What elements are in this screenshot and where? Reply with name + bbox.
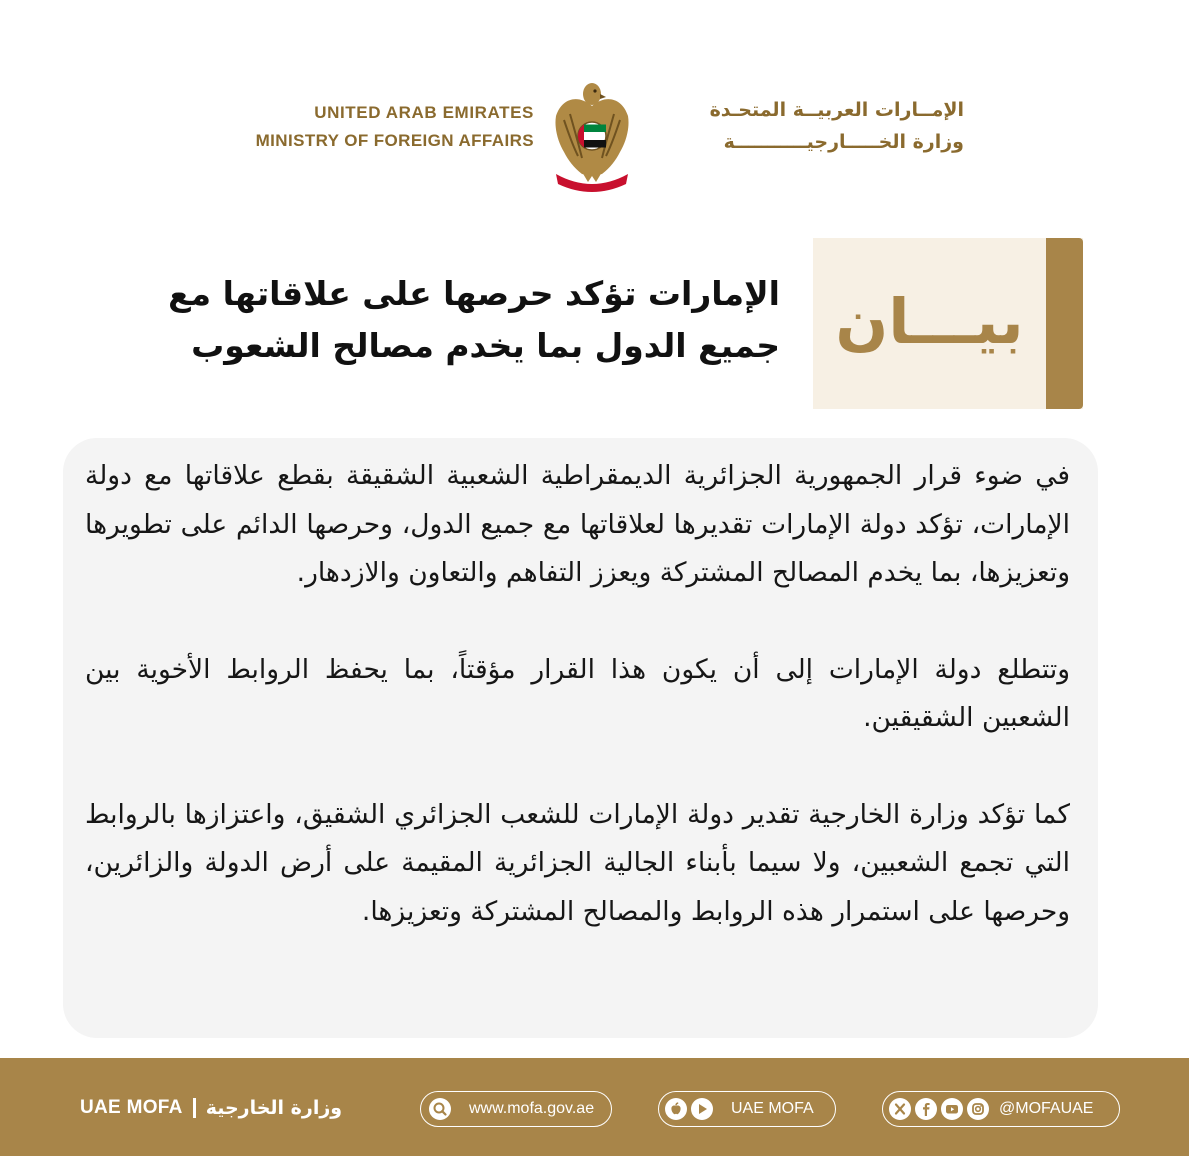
header-country-en: UNITED ARAB EMIRATES [314,103,534,122]
social-links[interactable] [882,1091,1120,1127]
facebook-icon[interactable] [915,1098,937,1120]
app-label: UAE MOFA [731,1100,814,1117]
apple-icon [665,1098,687,1120]
header-arabic [664,96,964,156]
footer-brand-ar: وزارة الخارجية [205,1097,343,1119]
headline-line-2: جميع الدول بما يخدم مصالح الشعوب [191,326,780,365]
google-play-icon [691,1098,713,1120]
body-paragraph-1: في ضوء قرار الجمهورية الجزائرية الديمقراطية الشعبية الشقيقة بقطع علاقاتها مع دولة الإمارات، تؤكد دولة الإمارات تقديرها لعلاقاتها مع جميع الدول، وحرصها الدائم على تطويرها وتعزيزها، بما يخدم المصالح المشتركة ويعزز التفاهم والتعاون والازدهار. [85,460,1070,588]
app-store-link[interactable] [658,1091,836,1127]
statement-body [85,452,1070,936]
social-handle: @MOFAUAE [999,1100,1094,1117]
instagram-icon[interactable] [967,1098,989,1120]
page-title [90,268,780,372]
footer-brand-en: UAE MOFA [80,1097,183,1118]
statement-label: بيـــان [835,285,1024,358]
search-icon [429,1098,451,1120]
youtube-icon[interactable] [941,1098,963,1120]
header-ministry-en: MINISTRY OF FOREIGN AFFAIRS [255,131,534,150]
footer-brand [80,1093,342,1123]
x-icon[interactable] [889,1098,911,1120]
headline-line-1: الإمارات تؤكد حرصها على علاقاتها مع [168,274,780,313]
footer-brand-divider [193,1098,196,1118]
body-paragraph-3: كما تؤكد وزارة الخارجية تقدير دولة الإمارات للشعب الجزائري الشقيق، واعتزازها بالروابط التي تجمع الشعبين، ولا سيما بأبناء الجالية الجزائرية المقيمة على أرض الدولة والزائرين، وحرصها على استمرار هذه الروابط والمصالح المشتركة وتعزيزها. [85,798,1070,927]
header-ministry-ar: وزارة الخـــــارجيـــــــــــة [723,131,964,153]
header-english [200,100,534,154]
header-country-ar: الإمــارات العربيــة المتحـدة [709,99,964,121]
body-paragraph-2: وتتطلع دولة الإمارات إلى أن يكون هذا القرار مؤقتاً، بما يحفظ الروابط الأخوية بين الشعبين الشقيقين. [85,653,1070,733]
statement-label-accent-bar [1046,238,1083,409]
website-url: www.mofa.gov.ae [469,1100,595,1117]
website-link[interactable] [420,1091,612,1127]
uae-falcon-emblem-icon [548,76,636,192]
